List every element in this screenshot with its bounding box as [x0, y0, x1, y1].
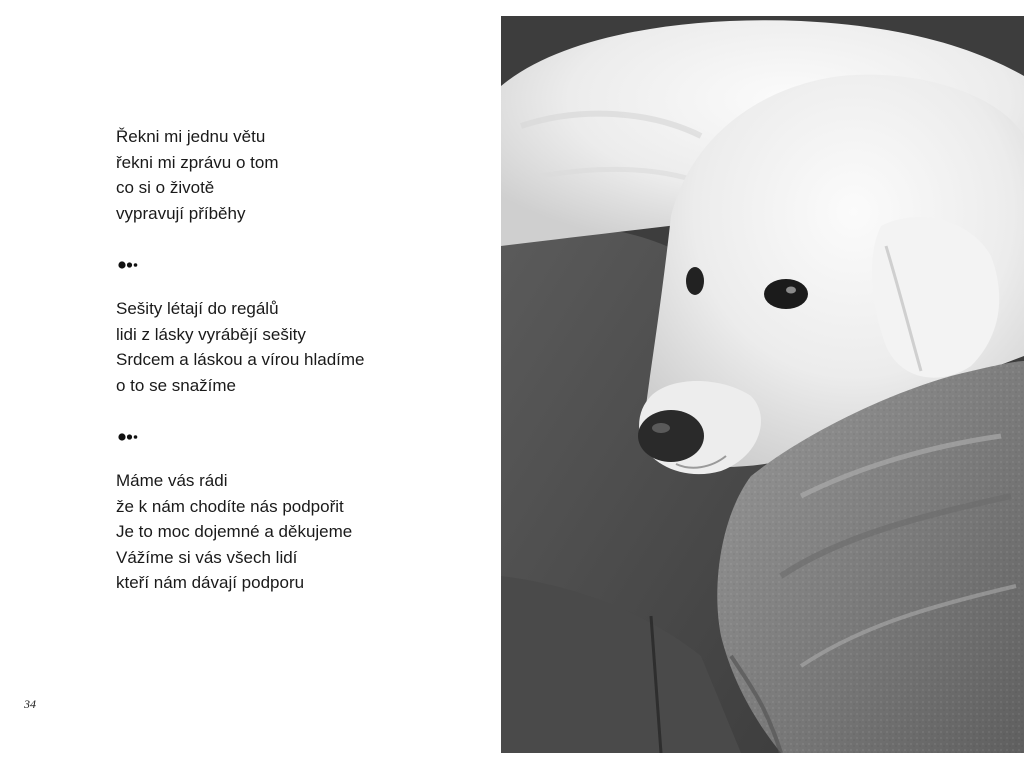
poem-line: Srdcem a láskou a vírou hladíme	[116, 350, 365, 369]
poem	[116, 124, 476, 596]
poem-line: co si o životě	[116, 178, 215, 197]
stanza-2	[116, 296, 476, 398]
poem-line: Je to moc dojemné a děkujeme	[116, 522, 353, 541]
dog-photo	[501, 16, 1024, 753]
poem-line: Máme vás rádi	[116, 471, 228, 490]
poem-line: Řekni mi jednu větu	[116, 127, 266, 146]
poem-line: řekni mi zprávu o tom	[116, 152, 279, 172]
page-number: 34	[24, 697, 36, 711]
poem-line: o to se snažíme	[116, 375, 237, 395]
poem-line: že k nám chodíte nás podpořit	[116, 496, 344, 516]
stanza-separator	[116, 226, 476, 296]
poem-line: lidi z lásky vyrábějí sešity	[116, 324, 306, 344]
three-dots-icon	[118, 260, 142, 270]
poem-line: kteří nám dávají podporu	[116, 573, 305, 592]
stanza-3	[116, 468, 476, 596]
poem-line: vypravují příběhy	[116, 203, 246, 223]
dog-image	[501, 16, 1024, 753]
three-dots-icon	[118, 432, 142, 442]
poem-line: Sešity létají do regálů	[116, 299, 279, 318]
stanza-separator	[116, 398, 476, 468]
poem-line: Vážíme si vás všech lidí	[116, 547, 298, 567]
stanza-1	[116, 124, 476, 226]
